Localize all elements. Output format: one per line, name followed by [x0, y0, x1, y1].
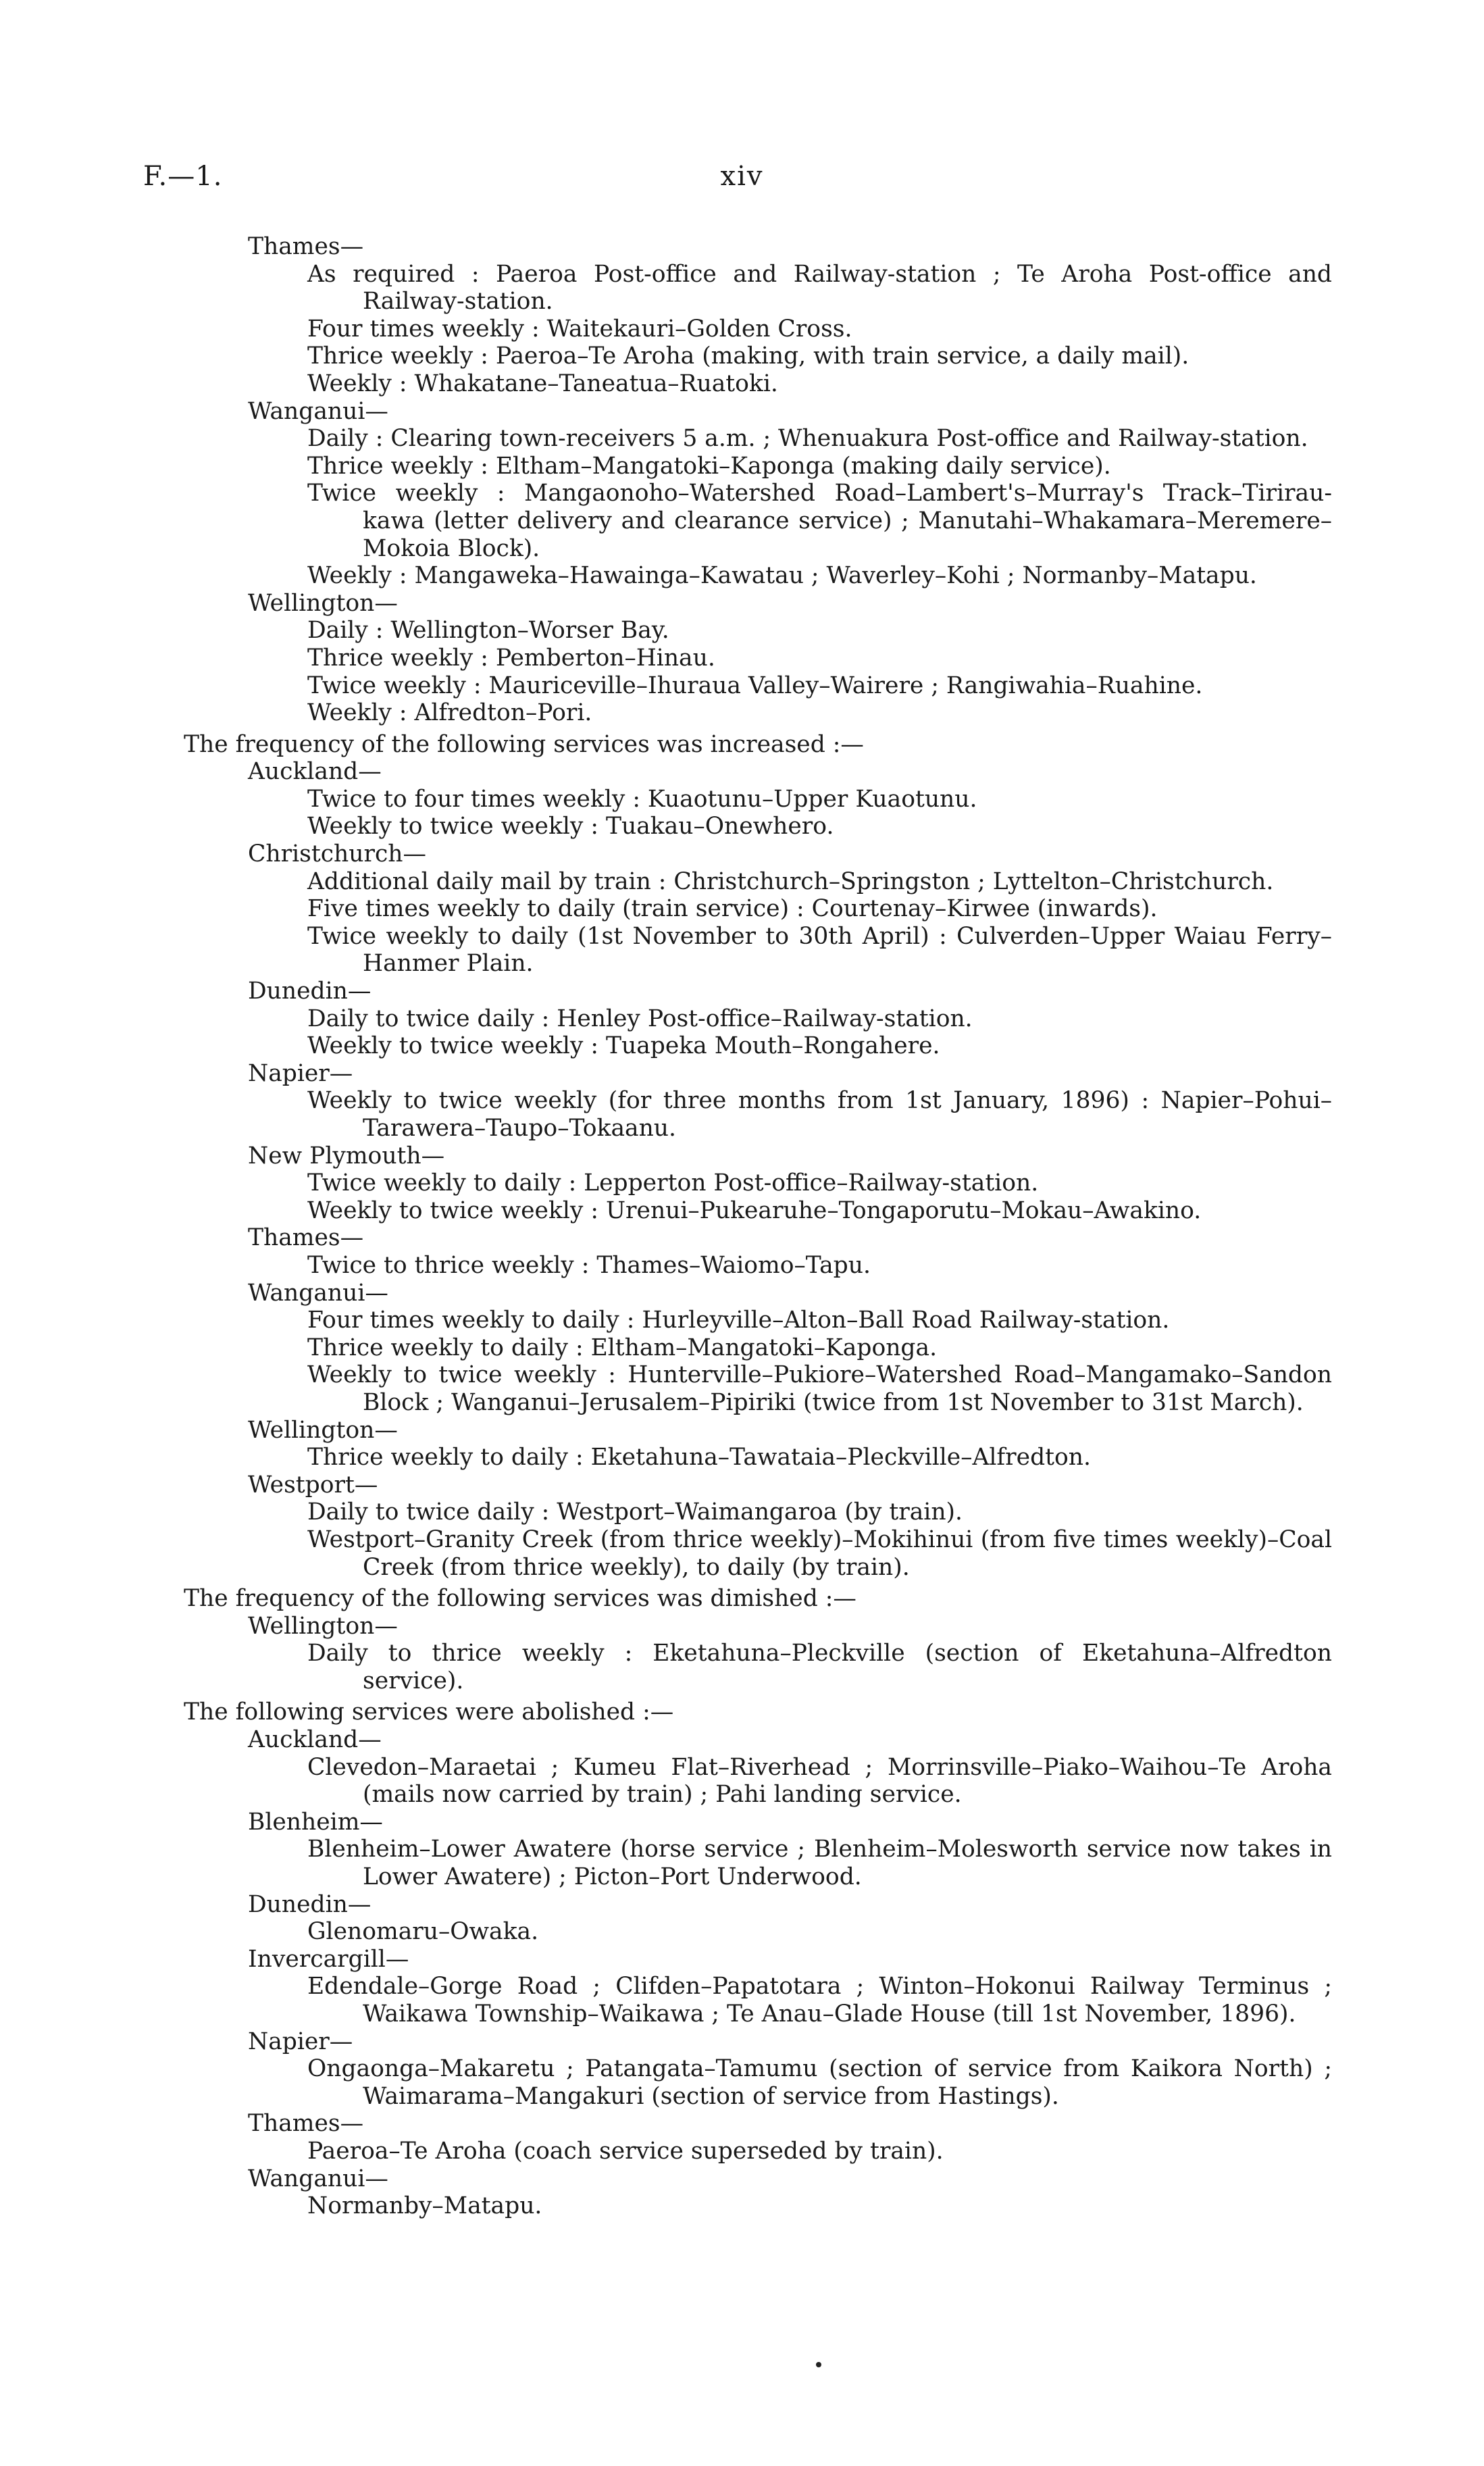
service-entry: Four times weekly : Waitekauri–Golden Cross. — [307, 315, 852, 343]
service-entry: Weekly to twice weekly (for three months from 1st January, 1896) : Napier–Pohui–Tarawera–Taupo–Tokaanu. — [307, 1087, 1332, 1142]
section-heading: The following services were abolished :— — [184, 1698, 674, 1726]
district-name: Dunedin— — [248, 978, 372, 1005]
service-entry: Edendale–Gorge Road ; Clifden–Papatotara ; Winton–Hokonui Railway Terminus ; Waikawa Township–Waikawa ; Te Anau–Glade House (till 1st November, 1896). — [307, 1973, 1332, 2028]
service-entry: Ongaonga–Makaretu ; Patangata–Tamumu (section of service from Kaikora North) ; Waimarama–Mangakuri (section of service from Hastings). — [307, 2055, 1332, 2110]
service-entry: Twice weekly : Mangaonoho–Watershed Road–Lambert's–Murray's Track–Tirirau-kawa (letter delivery and clearance service) ; Manutahi–Whakamara–Meremere–Mokoia Block). — [307, 480, 1332, 562]
district-name: Wellington— — [248, 589, 398, 617]
district-name: Blenheim— — [248, 1808, 383, 1836]
district-name: Wellington— — [248, 1416, 398, 1444]
service-entry: Twice weekly to daily (1st November to 30th April) : Culverden–Upper Waiau Ferry–Hanmer Plain. — [307, 922, 1332, 978]
service-entry: Thrice weekly : Paeroa–Te Aroha (making, with train service, a daily mail). — [307, 343, 1189, 370]
district-name: New Plymouth— — [248, 1142, 445, 1169]
page-number: xiv — [720, 161, 764, 192]
section-heading: The frequency of the following services was dimished :— — [184, 1585, 856, 1613]
district-name: Wanganui— — [248, 1279, 388, 1307]
service-entry: Five times weekly to daily (train service) : Courtenay–Kirwee (inwards). — [307, 895, 1158, 923]
district-name: Wanganui— — [248, 397, 388, 425]
service-entry: Weekly : Mangaweka–Hawainga–Kawatau ; Waverley–Kohi ; Normanby–Matapu. — [307, 562, 1257, 590]
service-entry: Weekly : Whakatane–Taneatua–Ruatoki. — [307, 370, 778, 397]
service-entry: Weekly : Alfredton–Pori. — [307, 699, 592, 727]
district-name: Dunedin— — [248, 1890, 372, 1918]
service-entry: Thrice weekly to daily : Eltham–Mangatoki–Kaponga. — [307, 1334, 938, 1361]
document-body — [184, 233, 1332, 2220]
service-entry: Weekly to twice weekly : Tuapeka Mouth–Rongahere. — [307, 1032, 940, 1060]
section-heading: The frequency of the following services was increased :— — [184, 730, 864, 758]
document-code: F.—1. — [143, 161, 223, 192]
service-entry: As required : Paeroa Post-office and Railway-station ; Te Aroha Post-office and Railway-station. — [307, 260, 1332, 316]
district-name: Christchurch— — [248, 840, 427, 868]
service-entry: Westport–Granity Creek (from thrice weekly)–Mokihinui (from five times weekly)–Coal Creek (from thrice weekly), to daily (by train). — [307, 1526, 1332, 1581]
service-entry: Twice to four times weekly : Kuaotunu–Upper Kuaotunu. — [307, 785, 977, 813]
service-entry: Daily to twice daily : Henley Post-office–Railway-station. — [307, 1005, 973, 1032]
district-name: Thames— — [248, 233, 364, 260]
service-entry: Additional daily mail by train : Christchurch–Springston ; Lyttelton–Christchurch. — [307, 867, 1274, 895]
district-name: Wellington— — [248, 1612, 398, 1640]
service-entry: Normanby–Matapu. — [307, 2192, 542, 2220]
service-entry: Paeroa–Te Aroha (coach service superseded by train). — [307, 2137, 944, 2165]
service-entry: Weekly to twice weekly : Tuakau–Onewhero. — [307, 813, 834, 840]
service-entry: Four times weekly to daily : Hurleyville–Alton–Ball Road Railway-station. — [307, 1307, 1170, 1334]
district-name: Invercargill— — [248, 1945, 409, 1973]
service-entry: Weekly to twice weekly : Hunterville–Pukiore–Watershed Road–Mangamako–Sandon Block ; Wanganui–Jerusalem–Pipiriki (twice from 1st November to 31st March). — [307, 1361, 1332, 1416]
service-entry: Daily to twice daily : Westport–Waimangaroa (by train). — [307, 1499, 963, 1526]
district-name: Napier— — [248, 1059, 353, 1087]
district-name: Wanganui— — [248, 2165, 388, 2192]
district-name: Thames— — [248, 1224, 364, 1252]
service-entry: Daily : Clearing town-receivers 5 a.m. ; Whenuakura Post-office and Railway-station. — [307, 425, 1308, 453]
service-entry: Glenomaru–Owaka. — [307, 1918, 539, 1946]
district-name: Auckland— — [248, 1726, 382, 1754]
page-header — [0, 161, 1484, 201]
district-name: Thames— — [248, 2110, 364, 2138]
service-entry: Twice to thrice weekly : Thames–Waiomo–Tapu. — [307, 1251, 871, 1279]
service-entry: Weekly to twice weekly : Urenui–Pukearuhe–Tongaporutu–Mokau–Awakino. — [307, 1197, 1202, 1224]
service-entry: Thrice weekly to daily : Eketahuna–Tawataia–Pleckville–Alfredton. — [307, 1444, 1091, 1471]
service-entry: Clevedon–Maraetai ; Kumeu Flat–Riverhead ; Morrinsville–Piako–Waihou–Te Aroha (mails now carried by train) ; Pahi landing service. — [307, 1753, 1332, 1809]
service-entry: Thrice weekly : Pemberton–Hinau. — [307, 644, 715, 672]
service-entry: Twice weekly to daily : Lepperton Post-office–Railway-station. — [307, 1169, 1039, 1197]
service-entry: Daily : Wellington–Worser Bay. — [307, 617, 669, 645]
service-entry: Twice weekly : Mauriceville–Ihuraua Valley–Wairere ; Rangiwahia–Ruahine. — [307, 672, 1203, 699]
page-mark — [816, 2362, 821, 2367]
district-name: Auckland— — [248, 758, 382, 786]
service-entry: Blenheim–Lower Awatere (horse service ; Blenheim–Molesworth service now takes in Lower Awatere) ; Picton–Port Underwood. — [307, 1836, 1332, 1891]
service-entry: Thrice weekly : Eltham–Mangatoki–Kaponga (making daily service). — [307, 452, 1111, 480]
service-entry: Daily to thrice weekly : Eketahuna–Pleckville (section of Eketahuna–Alfredton service). — [307, 1640, 1332, 1694]
district-name: Westport— — [248, 1471, 378, 1499]
district-name: Napier— — [248, 2028, 353, 2055]
